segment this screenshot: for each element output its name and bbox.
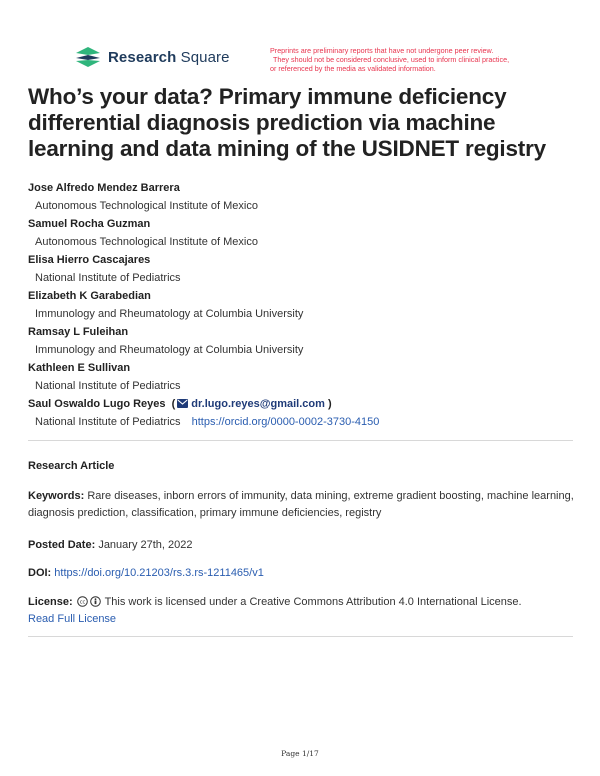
author-name: Ramsay L Fuleihan [28,326,129,338]
article-type-label: Research Article [28,460,115,472]
preprint-disclaimer-line: or referenced by the media as validated information. [270,64,436,73]
author-name: Samuel Rocha Guzman [28,218,151,230]
doi-label: DOI: [28,567,52,579]
author-affiliation: National Institute of Pediatrics [35,416,181,428]
author-email-link[interactable]: dr.lugo.reyes@gmail.com [191,398,325,410]
page-number: Page 1/17 [281,749,319,758]
author-entry [28,287,578,323]
logo-text: Research Square [108,48,230,66]
posted-date-section [28,537,578,554]
corresponding-author-affiliation [28,413,578,431]
svg-text:cc: cc [79,599,85,606]
attribution-icon [90,596,101,607]
author-affiliation: Autonomous Technological Institute of Mexico [35,200,258,212]
author-name: Jose Alfredo Mendez Barrera [28,182,180,194]
author-entry [28,359,578,395]
author-affiliation: National Institute of Pediatrics [35,380,181,392]
author-entry [28,323,578,359]
keywords-label: Keywords: [28,490,85,502]
posted-date-label: Posted Date: [28,539,96,551]
author-name: Elizabeth K Garabedian [28,290,151,302]
research-square-logo[interactable] [74,46,230,68]
corresponding-author-name [28,395,578,413]
preprint-disclaimer-line: Preprints are preliminary reports that have not undergone peer review. [270,46,494,55]
license-label: License: [28,596,73,608]
divider [28,636,573,637]
author-name: Saul Oswaldo Lugo Reyes [28,398,166,410]
divider [28,440,573,441]
author-entry [28,251,578,287]
paper-title: Who’s your data? Primary immune deficiency differential diagnosis prediction via machine learning and data mining of the USIDNET registry [28,84,546,161]
doi-section [28,565,578,582]
doi-link[interactable]: https://doi.org/10.21203/rs.3.rs-1211465/v1 [54,567,264,579]
envelope-icon [177,399,188,408]
author-affiliation: National Institute of Pediatrics [35,272,181,284]
research-square-logo-icon [74,46,102,68]
article-type [28,458,578,475]
paren-open: ( [171,398,176,410]
author-entry [28,215,578,251]
orcid-link[interactable]: https://orcid.org/0000-0002-3730-4150 [191,416,380,428]
license-text: This work is licensed under a Creative Commons Attribution 4.0 International License. [104,596,522,608]
read-full-license-link[interactable]: Read Full License [28,613,117,625]
keywords-text: Rare diseases, inborn errors of immunity, data mining, extreme gradient boosting, machine learning, diagnosis prediction, classification, primary immune deficiencies, registry [28,490,574,519]
preprint-disclaimer [270,46,570,73]
author-affiliation: Autonomous Technological Institute of Mexico [35,236,258,248]
posted-date-value: January 27th, 2022 [98,539,193,551]
author-affiliation: Immunology and Rheumatology at Columbia University [35,308,304,320]
author-name: Kathleen E Sullivan [28,362,131,374]
author-entry [28,179,578,215]
preprint-disclaimer-line: They should not be considered conclusive, used to inform clinical practice, [273,55,510,64]
author-name: Elisa Hierro Cascajares [28,254,151,266]
keywords-section [28,488,578,522]
author-list [28,179,578,431]
author-affiliation: Immunology and Rheumatology at Columbia University [35,344,304,356]
creative-commons-icon [77,596,88,607]
corresponding-author-entry [28,395,578,431]
license-section [28,594,578,628]
paren-close: ) [327,398,332,410]
